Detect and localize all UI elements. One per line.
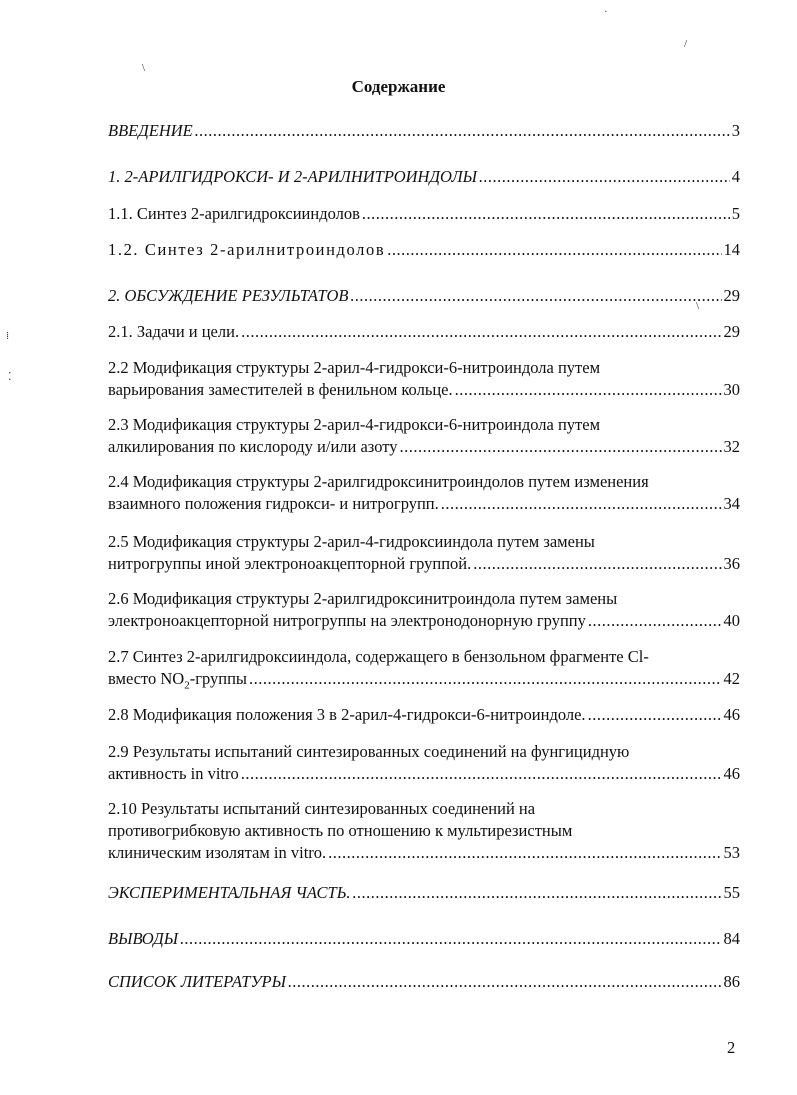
toc-entry-page: 4 — [731, 167, 740, 186]
toc-entry-chapter-2[interactable] — [108, 285, 740, 307]
dot-leader — [387, 239, 721, 261]
toc-entry-page: 46 — [723, 764, 740, 783]
toc-entry-page: 34 — [723, 494, 740, 513]
toc-entry-text: взаимного положения гидрокси- и нитрогрупп. — [108, 494, 439, 513]
toc-entry-page: 29 — [723, 322, 740, 341]
dot-leader — [351, 285, 722, 307]
dot-leader — [362, 203, 730, 225]
toc-entry-experimental[interactable] — [108, 882, 740, 904]
toc-entry-2-6-first-line: 2.6 Модификация структуры 2-арилгидроксинитроиндола путем замены — [108, 589, 618, 608]
toc-entry-2-3-first-line: 2.3 Модификация структуры 2-арил-4-гидрокси-6-нитроиндола путем — [108, 415, 601, 434]
toc-entry-2-5-first-line: 2.5 Модификация структуры 2-арил-4-гидроксииндола путем замены — [108, 532, 595, 551]
toc-entry-page: 53 — [723, 843, 740, 862]
toc-entry-page: 46 — [723, 705, 740, 724]
toc-entry-references[interactable] — [108, 971, 740, 993]
toc-entry-text: активность in vitro — [108, 764, 239, 783]
toc-entry-page: 55 — [723, 883, 740, 902]
toc-entry-2-2[interactable] — [108, 379, 740, 401]
scan-speck: \ — [696, 300, 700, 312]
dot-leader — [588, 704, 722, 726]
toc-entry-page: 32 — [723, 437, 740, 456]
dot-leader — [180, 928, 721, 950]
toc-entry-page: 40 — [723, 611, 740, 630]
toc-entry-text: 2. ОБСУЖДЕНИЕ РЕЗУЛЬТАТОВ — [108, 286, 349, 305]
toc-entry-text: клиническим изолятам in vitro. — [108, 843, 327, 862]
toc-entry-text: электроноакцепторной нитрогруппы на электронодонорную группу — [108, 611, 586, 630]
toc-entry-page: 42 — [723, 669, 740, 688]
dot-leader — [195, 120, 730, 142]
dot-leader — [479, 166, 730, 188]
toc-entry-2-2-first-line: 2.2 Модификация структуры 2-арил-4-гидрокси-6-нитроиндола путем — [108, 358, 601, 377]
toc-entry-page: 5 — [731, 204, 740, 223]
dot-leader — [441, 493, 722, 515]
toc-entry-text: ЭКСПЕРИМЕНТАЛЬНАЯ ЧАСТЬ. — [108, 883, 351, 902]
dot-leader — [241, 763, 722, 785]
dot-leader — [353, 882, 722, 904]
toc-entry-page: 30 — [723, 380, 740, 399]
toc-entry-1-1[interactable] — [108, 203, 740, 225]
dot-leader — [288, 971, 721, 993]
toc-entry-text: 1. 2-АРИЛГИДРОКСИ- И 2-АРИЛНИТРОИНДОЛЫ — [108, 167, 478, 186]
toc-entry-2-10-first-line: 2.10 Результаты испытаний синтезированных соединений на — [108, 799, 536, 818]
toc-entry-2-4-first-line: 2.4 Модификация структуры 2-арилгидроксинитроиндолов путем изменения — [108, 472, 649, 491]
toc-entry-2-6[interactable] — [108, 610, 740, 632]
toc-entry-2-10-second-line: противогрибковую активность по отношению к мультирезистным — [108, 821, 573, 840]
toc-entry-2-7[interactable] — [108, 668, 740, 696]
toc-entry-page: 84 — [723, 929, 740, 948]
toc-entry-2-10[interactable] — [108, 842, 740, 864]
toc-entry-page: 3 — [731, 121, 740, 140]
dot-leader — [455, 379, 722, 401]
toc-entry-text: ВЫВОДЫ — [108, 929, 179, 948]
toc-entry-2-8[interactable] — [108, 704, 740, 726]
dot-leader — [328, 842, 721, 864]
toc-entry-2-1[interactable] — [108, 321, 740, 343]
scan-speck: \ — [142, 62, 146, 74]
toc-entry-conclusions[interactable] — [108, 928, 740, 950]
scan-speck: · — [604, 6, 608, 18]
toc-entry-2-5[interactable] — [108, 553, 740, 575]
scan-speck: ⁞ — [6, 330, 10, 342]
toc-entry-2-7-first-line: 2.7 Синтез 2-арилгидроксииндола, содержащего в бензольном фрагменте Cl- — [108, 647, 649, 666]
dot-leader — [249, 668, 721, 690]
scan-speck: / — [684, 38, 688, 50]
page-title: Содержание — [351, 77, 446, 96]
toc-entry-text: нитрогруппы иной электроноакцепторной группой. — [108, 554, 472, 573]
page-number: 2 — [727, 1038, 736, 1057]
toc-entry-text: вместо $NO_2$-группы — [108, 669, 248, 692]
dot-leader — [241, 321, 721, 343]
dot-leader — [400, 436, 722, 458]
toc-entry-text: СПИСОК ЛИТЕРАТУРЫ — [108, 972, 287, 991]
dot-leader — [588, 610, 722, 632]
toc-entry-text: варьирования заместителей в фенильном кольце. — [108, 380, 453, 399]
toc-entry-page: 36 — [723, 554, 740, 573]
toc-entry-text: 1.1. Синтез 2-арилгидроксииндолов — [108, 204, 360, 223]
toc-entry-1-2[interactable] — [108, 239, 740, 261]
toc-entry-introduction[interactable] — [108, 120, 740, 142]
toc-entry-text: 1.2. Синтез 2-арилнитроиндолов — [108, 240, 386, 259]
toc-entry-2-9[interactable] — [108, 763, 740, 785]
toc-entry-page: 29 — [723, 286, 740, 305]
toc-entry-chapter-1[interactable] — [108, 166, 740, 188]
toc-entry-2-3[interactable] — [108, 436, 740, 458]
toc-entry-text: ВВЕДЕНИЕ — [108, 121, 193, 140]
dot-leader — [473, 553, 721, 575]
toc-entry-page: 86 — [723, 972, 740, 991]
toc-entry-2-4[interactable] — [108, 493, 740, 515]
toc-entry-text: 2.1. Задачи и цели. — [108, 322, 240, 341]
toc-entry-text: алкилирования по кислороду и/или азоту — [108, 437, 398, 456]
scan-speck: ⁚ — [8, 371, 12, 383]
toc-entry-page: 14 — [723, 240, 740, 259]
toc-entry-text: 2.8 Модификация положения 3 в 2-арил-4-гидрокси-6-нитроиндоле. — [108, 705, 586, 724]
toc-entry-2-9-first-line: 2.9 Результаты испытаний синтезированных соединений на фунгицидную — [108, 742, 630, 761]
